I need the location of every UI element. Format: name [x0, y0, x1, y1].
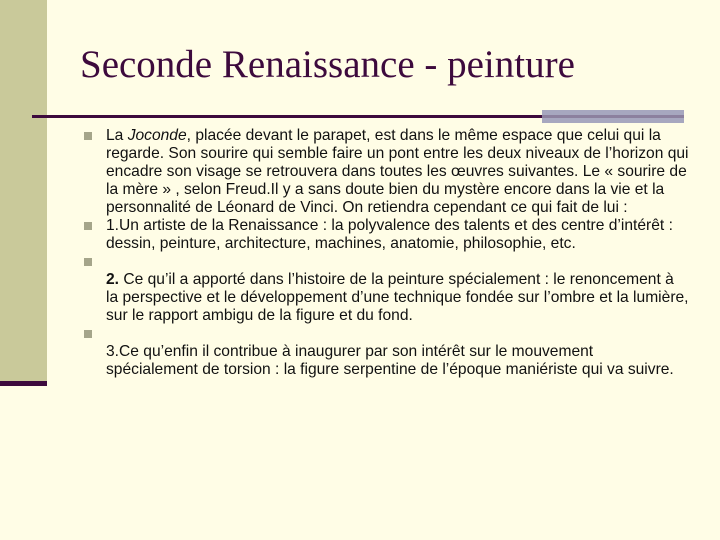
- item-number: 2.: [106, 271, 120, 288]
- square-bullet-icon: [84, 222, 92, 230]
- list-item-text: 1.Un artiste de la Renaissance : la polyvalence des talents et des centre d’intérêt : dessin, peinture, architecture, machines, anatomie, philosophie, etc.: [106, 217, 673, 252]
- list-item: [84, 325, 689, 379]
- list-item-text: [106, 325, 689, 379]
- square-bullet-icon: [84, 132, 92, 140]
- list-item: [84, 217, 689, 253]
- left-band-foot-line: [0, 381, 47, 386]
- list-item: [84, 127, 689, 217]
- artwork-title: Joconde: [127, 127, 187, 144]
- list-item: [84, 253, 689, 325]
- bullet-list: [84, 127, 689, 379]
- square-bullet-icon: [84, 258, 92, 266]
- list-item-text: [106, 253, 689, 325]
- title-rule: [32, 115, 542, 118]
- item-spacer: [106, 325, 689, 343]
- item-rest: , placée devant le parapet, est dans le même espace que celui qui la regarde. Son sourire qui semble faire un pont entre les deux niveaux de l’horizon qui encadre son visage se retrouvera dans toutes les œuvres suivantes. Le « sourire de la mère » , selon Freud.Il y a sans doute bien du mystère encore dans la vie et la personnalité de Léonard de Vinci. On retiendra cependant ce qui fait de lui :: [106, 127, 689, 216]
- item-lead: La: [106, 127, 128, 144]
- left-decorative-band: [0, 0, 47, 386]
- square-bullet-icon: [84, 330, 92, 338]
- item-spacer: [106, 253, 689, 271]
- slide-title: Seconde Renaissance - peinture: [80, 43, 575, 86]
- list-item-text: [106, 127, 689, 217]
- item-body: Ce qu’il a apporté dans l’histoire de la peinture spécialement : le renoncement à la perspective et le développement d’une technique fondée sur l’ombre et la lumière, sur le rapport ambigu de la figure et du fond.: [106, 271, 689, 324]
- item-body: 3.Ce qu’enfin il contribue à inaugurer par son intérêt sur le mouvement spécialement de torsion : la figure serpentine de l’époque maniériste qui va suivre.: [106, 343, 674, 378]
- title-rule-accent-line: [542, 115, 684, 118]
